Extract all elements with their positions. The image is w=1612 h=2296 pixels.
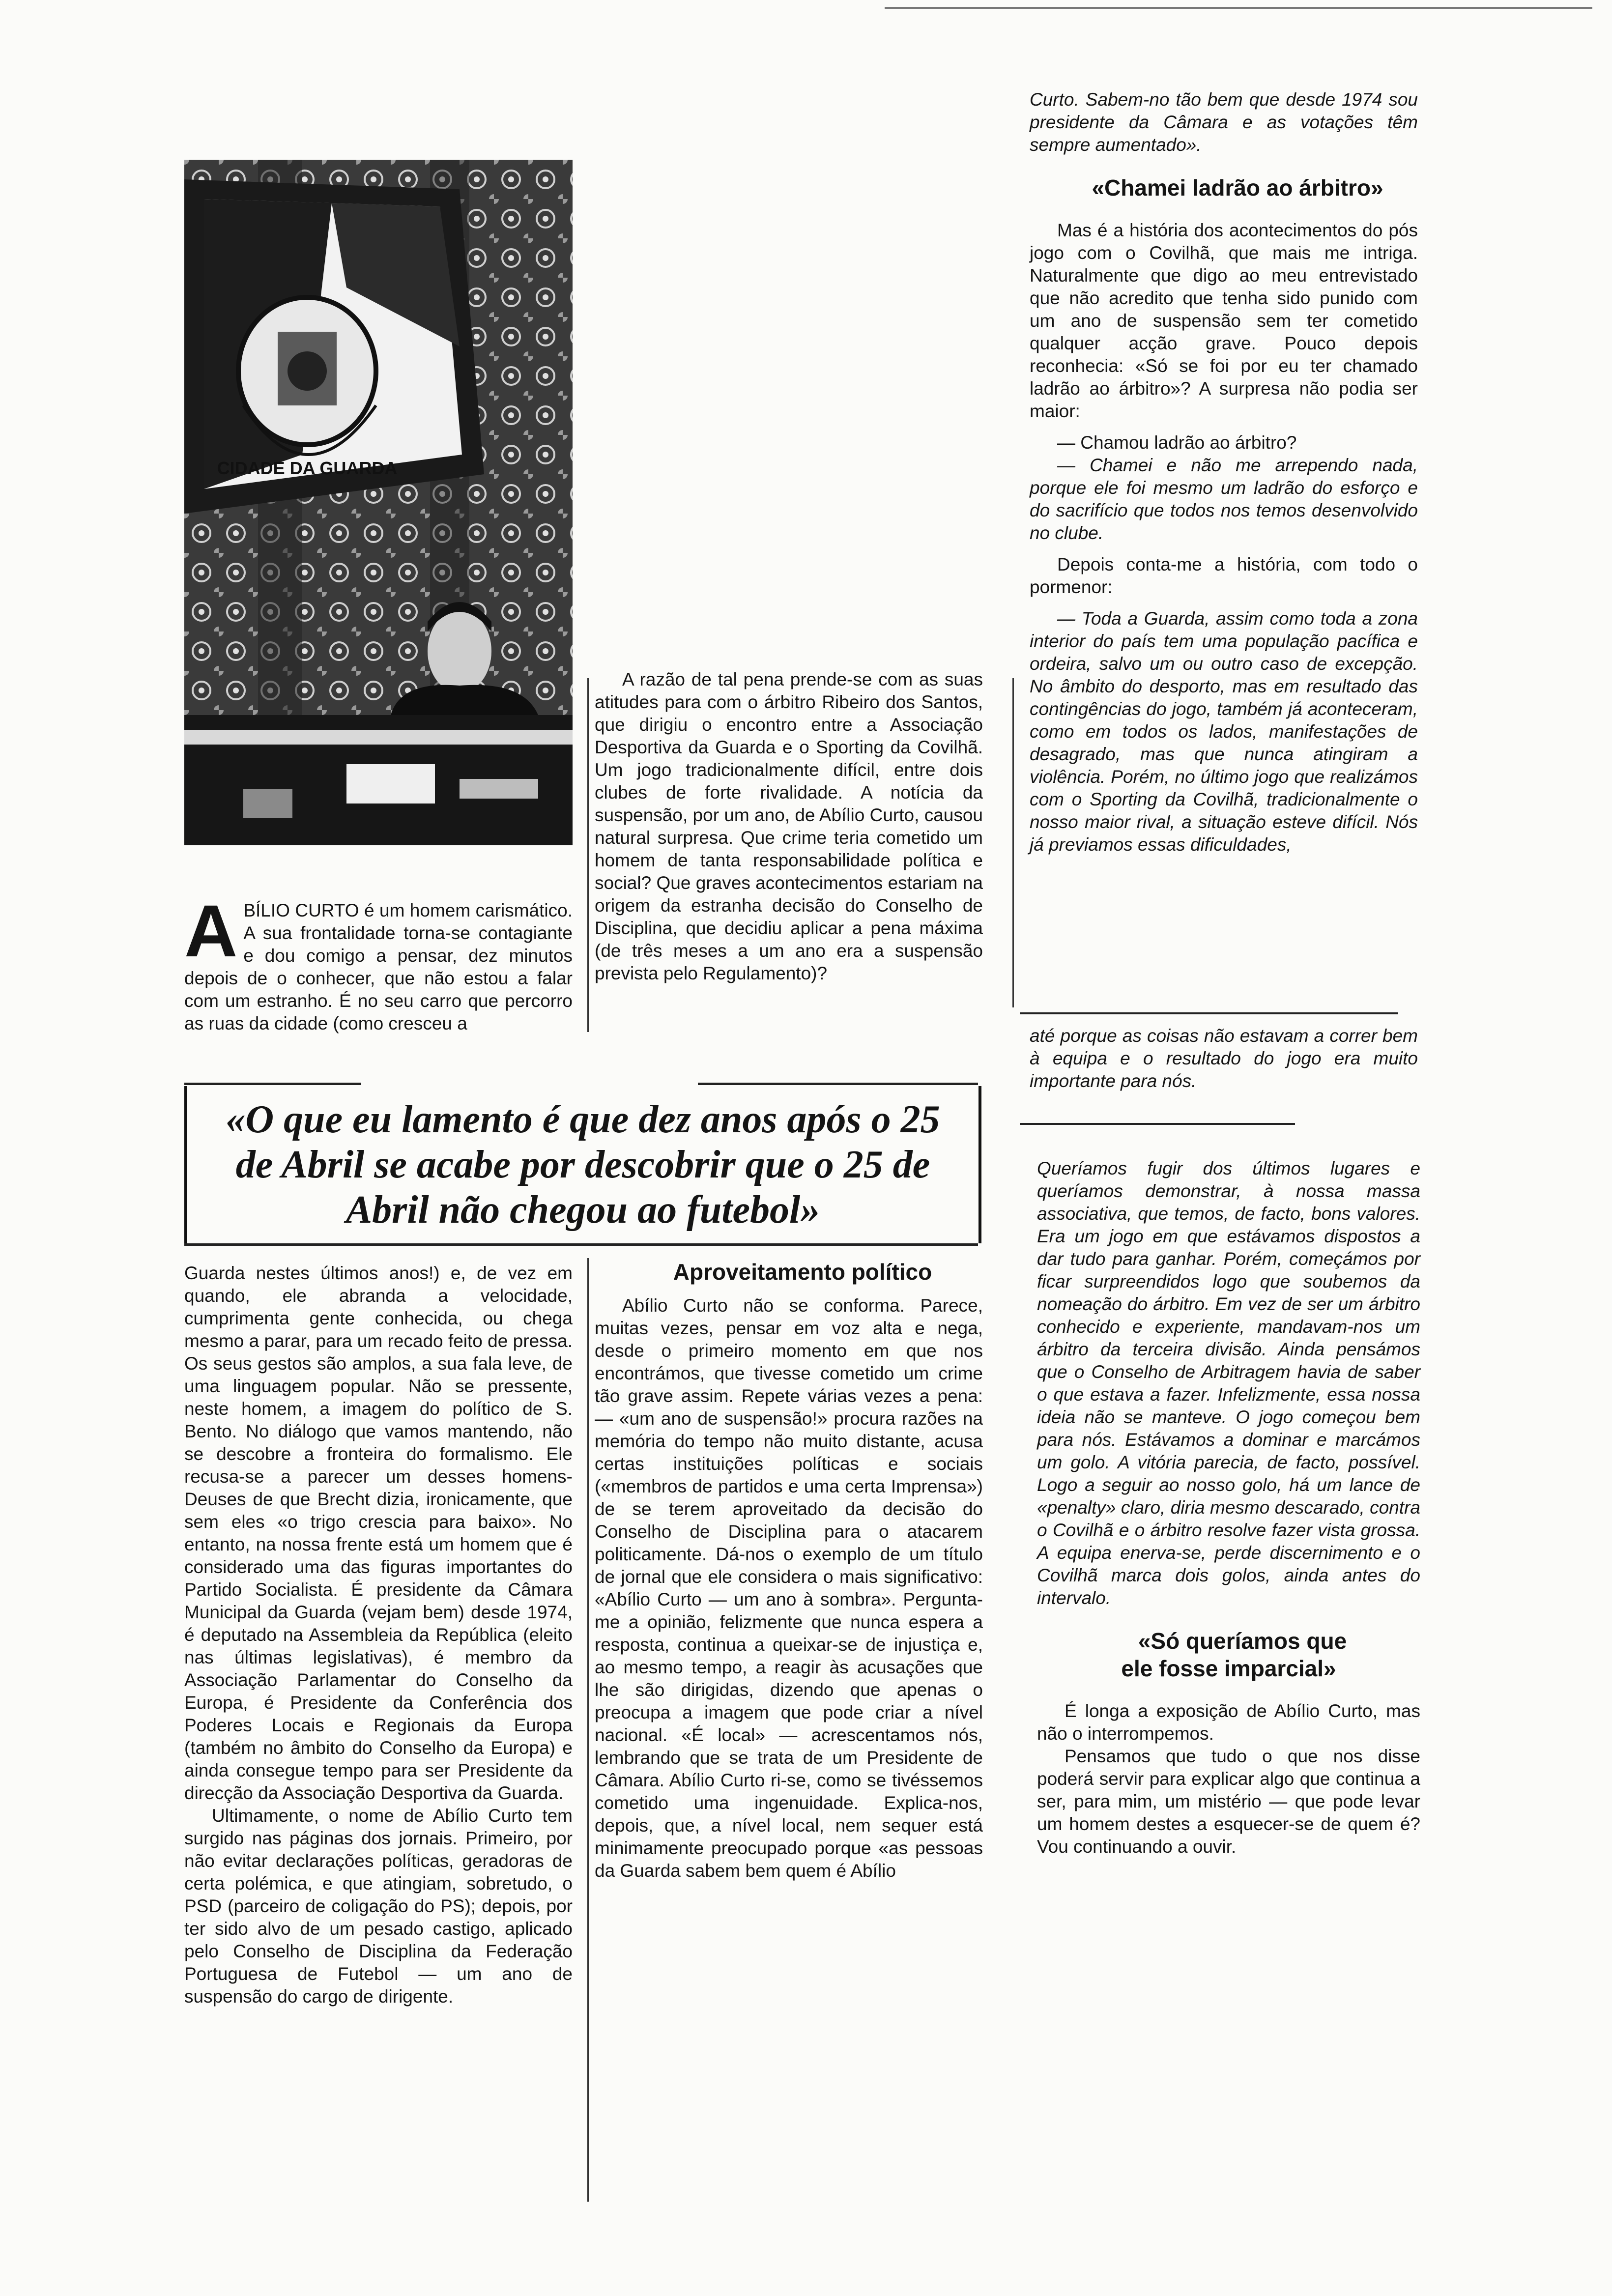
right-top-paragraph-4: Depois conta-me a história, com todo o pormenor:	[1030, 554, 1418, 597]
right-mid-paragraph: até porque as coisas não estavam a correr bem à equipa e o resultado do jogo era muito importante para nós.	[1030, 1026, 1418, 1091]
right-top-text	[1030, 88, 1418, 856]
top-rule	[885, 7, 1592, 9]
middle-top-text	[595, 668, 983, 985]
photo-illustration	[184, 160, 573, 845]
pull-quote-top-rule-right	[698, 1083, 978, 1085]
intro-text: BÍLIO CURTO é um homem carismático. A sua frontalidade torna-se contagiante e dou comigo a pensar, dez minutos depois de o conhecer, que não estou a falar com um estranho. É no seu carro que percorro as ruas da cidade (como cresceu a	[184, 900, 573, 1033]
middle-bottom-paragraph: Abílio Curto não se conforma. Parece, muitas vezes, pensar em voz alta e nega, desde o primeiro momento em que nos encontrámos, que tivesse cometido um crime tão grave assim. Repete várias vezes a pena: — «um ano de suspensão!» procura razões na memória do tempo não muito distante, acusa certas instituições políticas e sociais («membros de partidos e uma certa Imprensa») de se terem aproveitado da decisão do Conselho de Disciplina para o atacarem politicamente. Dá-nos o exemplo de um título de jornal que ele considera o mais significativo: «Abílio Curto — um ano à sombra». Pergunta-me a opinião, felizmente que nunca espera a resposta, continua a queixar-se de injustiça e, ao mesmo tempo, a reagir às acusações que lhe são dirigidas, dizendo que apenas o preocupa a imagem que pode criar a nível nacional. «É local» — acrescentamos nós, lembrando que se trata de um Presidente de Câmara. Abílio Curto ri-se, como se tivéssemos cometido uma ingenuidade. Explica-nos, depois, que, a nível local, nem sequer está minimamente preocupado porque «as pessoas da Guarda sabem bem quem é Abílio	[595, 1295, 983, 1881]
pull-quote: «O que eu lamento é que dez anos após o 25 de Abril se acabe por descobrir que o 25 de Abril não chegou ao futebol»	[226, 1098, 940, 1232]
column-rule-1	[587, 678, 589, 1032]
right-bottom-paragraph-2: É longa a exposição de Abílio Curto, mas não o interrompemos.	[1037, 1701, 1420, 1744]
column-rule-2	[587, 1258, 589, 2202]
section-heading-chamei-ladrao: «Chamei ladrão ao árbitro»	[1092, 175, 1383, 201]
dropcap-letter: A	[184, 890, 238, 972]
right-top-paragraph-2: — Chamou ladrão ao árbitro?	[1057, 432, 1297, 453]
photo-abilio-curto	[184, 160, 573, 845]
middle-bottom-text	[595, 1258, 983, 1882]
left-bottom-paragraph-2: Ultimamente, o nome de Abílio Curto tem surgido nas páginas dos jornais. Primeiro, por não evitar declarações políticas, geradoras de certa polémica, e que atingiam, sobretudo, o PSD (parceiro de coligação do PS); depois, por ter sido alvo de um pesado castigo, aplicado pelo Conselho de Disciplina da Federação Portuguesa de Futebol — um ano de suspensão do cargo de dirigente.	[184, 1806, 573, 2007]
right-top-paragraph-5: — Toda a Guarda, assim como toda a zona interior do país tem uma população pacífica e ordeira, salvo um ou outro caso de excepção. No âmbito do desporto, mas em resultado das contingências do jogo, também já aconteceram, como em todos os lados, manifestações de desagrado, mas que nunca atingiram a violência. Porém, no último jogo que realizámos com o Sporting da Covilhã, tradicionalmente o nosso maior rival, a situação esteve difícil. Nós já previamos essas dificuldades,	[1030, 608, 1418, 855]
pull-quote-box	[184, 1086, 981, 1243]
intro-paragraph	[184, 890, 573, 1035]
right-top-continuation: Curto. Sabem-no tão bem que desde 1974 sou presidente da Câmara e as votações têm sempre aumentado».	[1030, 89, 1418, 155]
right-mid-text	[1030, 1025, 1418, 1092]
section-heading-imparcial: «Só queríamos que ele fosse imparcial»	[1121, 1628, 1347, 1681]
column-rule-3	[1012, 678, 1014, 1007]
right-top-paragraph-3: — Chamei e não me arrependo nada, porque ele foi mesmo um ladrão do esforço e do sacrifício que todos nos temos desenvolvido no clube.	[1030, 455, 1418, 543]
right-bottom-paragraph-1: Queríamos fugir dos últimos lugares e queríamos demonstrar, à nossa massa associativa, que temos, de facto, bons valores. Era um jogo em que estávamos dispostos a dar tudo para ganhar. Porém, começámos por ficar surpreendidos logo que soubemos da nomeação do árbitro. Em vez de ser um árbitro conhecido e experiente, mandavam-nos um árbitro da terceira divisão. Ainda pensámos que o Conselho de Arbitragem havia de saber o que estava a fazer. Infelizmente, essa nossa ideia não se manteve. O jogo começou bem para nós. Estávamos a dominar e marcámos um golo. A vitória parecia, de facto, possível. Logo a seguir ao nosso golo, há um lance de «penalty» claro, diria mesmo descarado, contra o Covilhã e o árbitro resolve fazer vista grossa. A equipa enerva-se, perde discernimento e o Covilhã marca dois golos, ainda antes do intervalo.	[1037, 1158, 1420, 1608]
pull-quote-bottom-rule	[184, 1243, 978, 1246]
right-bottom-paragraph-3: Pensamos que tudo o que nos disse poderá servir para explicar algo que continua a ser, para mim, um mistério — que pode levar um homem destes a esquecer-se de quem é? Vou continuando a ouvir.	[1037, 1746, 1420, 1857]
left-bottom-paragraph-1: Guarda nestes últimos anos!) e, de vez em quando, ele abranda a velocidade, cumprimenta gente conhecida, ou chega mesmo a parar, para um recado feito de pressa. Os seus gestos são amplos, a sua fala leve, de uma linguagem popular. Não se pressente, neste homem, a imagem do político de S. Bento. No diálogo que vamos mantendo, não se descobre a fronteira do formalismo. Ele recusa-se a parecer um desses homens-Deuses de que Brecht dizia, ironicamente, que sem eles «o trigo crescia para baixo». No entanto, na nossa frente está um homem que é considerado uma das figuras importantes do Partido Socialista. É presidente da Câmara Municipal da Guarda (vejam bem) desde 1974, é deputado na Assembleia da República (eleito nas últimas legislativas), é membro da Associação Parlamentar do Conselho da Europa, é Presidente da Conferência dos Poderes Locais e Regionais da Europa (também no âmbito do Conselho da Europa) e ainda consegue tempo para ser Presidente da direcção da Associação Desportiva da Guarda.	[184, 1263, 573, 1803]
right-column-rule-b	[1020, 1123, 1295, 1125]
section-heading-aproveitamento: Aproveitamento político	[673, 1259, 932, 1285]
pull-quote-top-rule	[184, 1083, 361, 1085]
right-bottom-text	[1037, 1157, 1420, 1858]
middle-top-paragraph: A razão de tal pena prende-se com as suas atitudes para com o árbitro Ribeiro dos Santos, que dirigiu o encontro entre a Associação Desportiva da Guarda e o Sporting da Covilhã. Um jogo tradicionalmente difícil, entre dois clubes de forte rivalidade. A notícia da suspensão, por um ano, de Abílio Curto, causou natural surpresa. Que crime teria cometido um homem de tanta responsabilidade política e social? Que graves acontecimentos estariam na origem da estranha decisão do Conselho de Disciplina, que decidiu aplicar a pena máxima (de três meses a um ano era a suspensão prevista pelo Regulamento)?	[595, 669, 983, 983]
left-bottom-text	[184, 1262, 573, 2008]
right-top-paragraph-1: Mas é a história dos acontecimentos do pós jogo com o Covilhã, que mais me intriga. Naturalmente que digo ao meu entrevistado que não acredito que tenha sido punido com um ano de suspensão sem ter cometido qualquer acção grave. Pouco depois reconhecia: «Só se foi por eu ter chamado ladrão ao árbitro»? A surpresa não podia ser maior:	[1030, 220, 1418, 421]
banner-sign-text: CIDADE DA GUARDA	[217, 458, 398, 478]
right-column-rule-a	[1020, 1012, 1398, 1014]
